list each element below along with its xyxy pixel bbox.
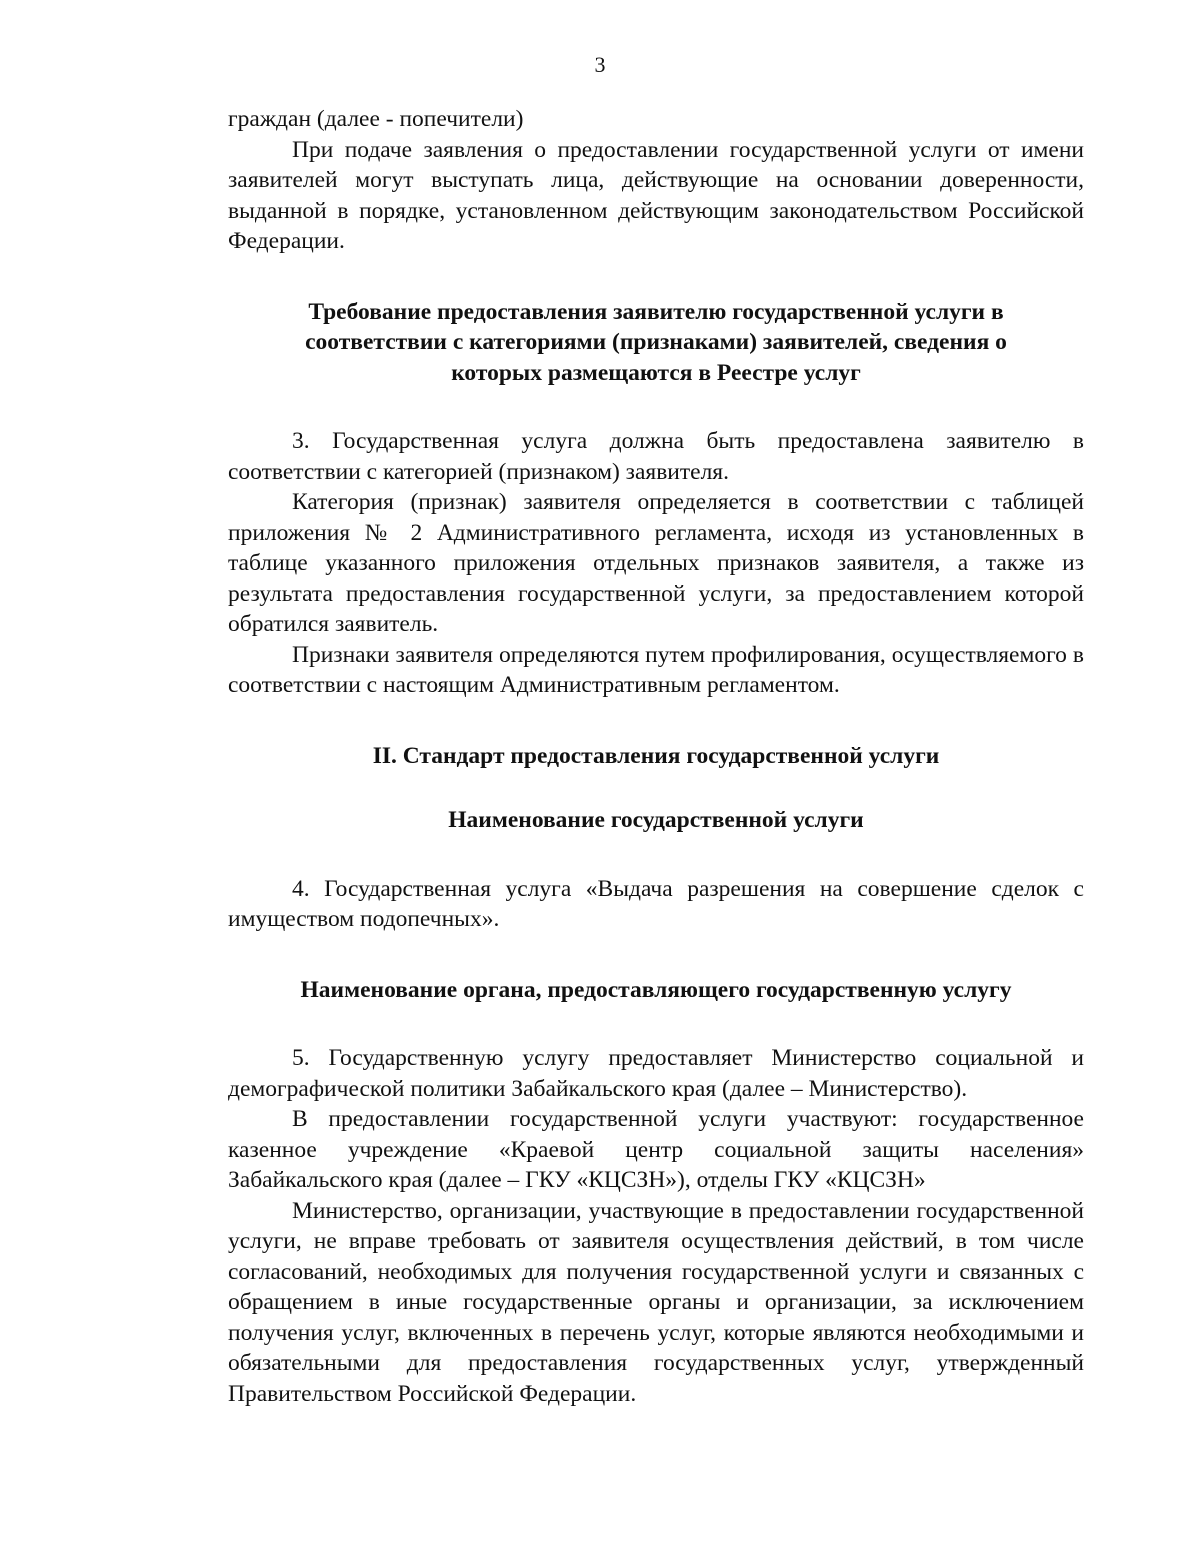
paragraph-item-5: 5. Государственную услугу предоставляет Министерство социальной и демографической политики Забайкальского края (далее – Министерство).: [228, 1045, 1084, 1102]
heading-line: соответствии с категориями (признаками) заявителей, сведения о: [305, 329, 1007, 355]
paragraph-profiling: Признаки заявителя определяются путем профилирования, осуществляемого в соответствии с настоящим Административным регламентом.: [228, 641, 1084, 698]
heading-line: которых размещаются в Реестре услуг: [451, 359, 861, 386]
page-number: 3: [594, 52, 606, 77]
section-heading-standard: [228, 741, 1084, 772]
heading-line: Наименование государственной услуги: [448, 807, 864, 833]
paragraph-participants: В предоставлении государственной услуги участвуют: государственное казенное учреждение «Краевой центр социальной защиты населения» Забайкальского края (далее – ГКУ «КЦСЗН»), отделы ГКУ «КЦСЗН»: [228, 1106, 1084, 1193]
heading-line: Наименование органа, предоставляющего государственную услугу: [300, 976, 1012, 1003]
heading-line: Требование предоставления заявителю государственной услуги в: [308, 298, 1004, 325]
paragraph-continuation: граждан (далее - попечители): [228, 106, 524, 132]
paragraph-category-definition: Категория (признак) заявителя определяется в соответствии с таблицей приложения № 2 Административного регламента, исходя из установленных в таблице указанного приложения отдельных признаков заявителя, а также из результата предоставления государственной услуги, за предоставлением которой обратился заявитель.: [228, 489, 1084, 637]
paragraph-item-3: 3. Государственная услуга должна быть предоставлена заявителю в соответствии с категорией (признаком) заявителя.: [228, 428, 1084, 485]
document-body: [228, 104, 1084, 1409]
paragraph-representatives: При подаче заявления о предоставлении государственной услуги от имени заявителей могут выступать лица, действующие на основании доверенности, выданной в порядке, установленном действующим законодательством Российской Федерации.: [228, 136, 1084, 254]
heading-providing-body: [228, 975, 1084, 1006]
heading-line: II. Стандарт предоставления государственной услуги: [372, 742, 940, 769]
paragraph-restrictions: Министерство, организации, участвующие в предоставлении государственной услуги, не вправе требовать от заявителя осуществления действий, в том числе согласований, необходимых для получения государственной услуги и связанных с обращением в иные государственные органы и организации, за исключением получения услуг, включенных в перечень услуг, которые являются необходимыми и обязательными для предоставления государственных услуг, утвержденный Правительством Российской Федерации.: [228, 1197, 1084, 1407]
paragraph-item-4: 4. Государственная услуга «Выдача разрешения на совершение сделок с имуществом подопечных».: [228, 875, 1084, 932]
heading-service-name: [228, 805, 1084, 836]
heading-applicant-categories: [228, 297, 1084, 389]
